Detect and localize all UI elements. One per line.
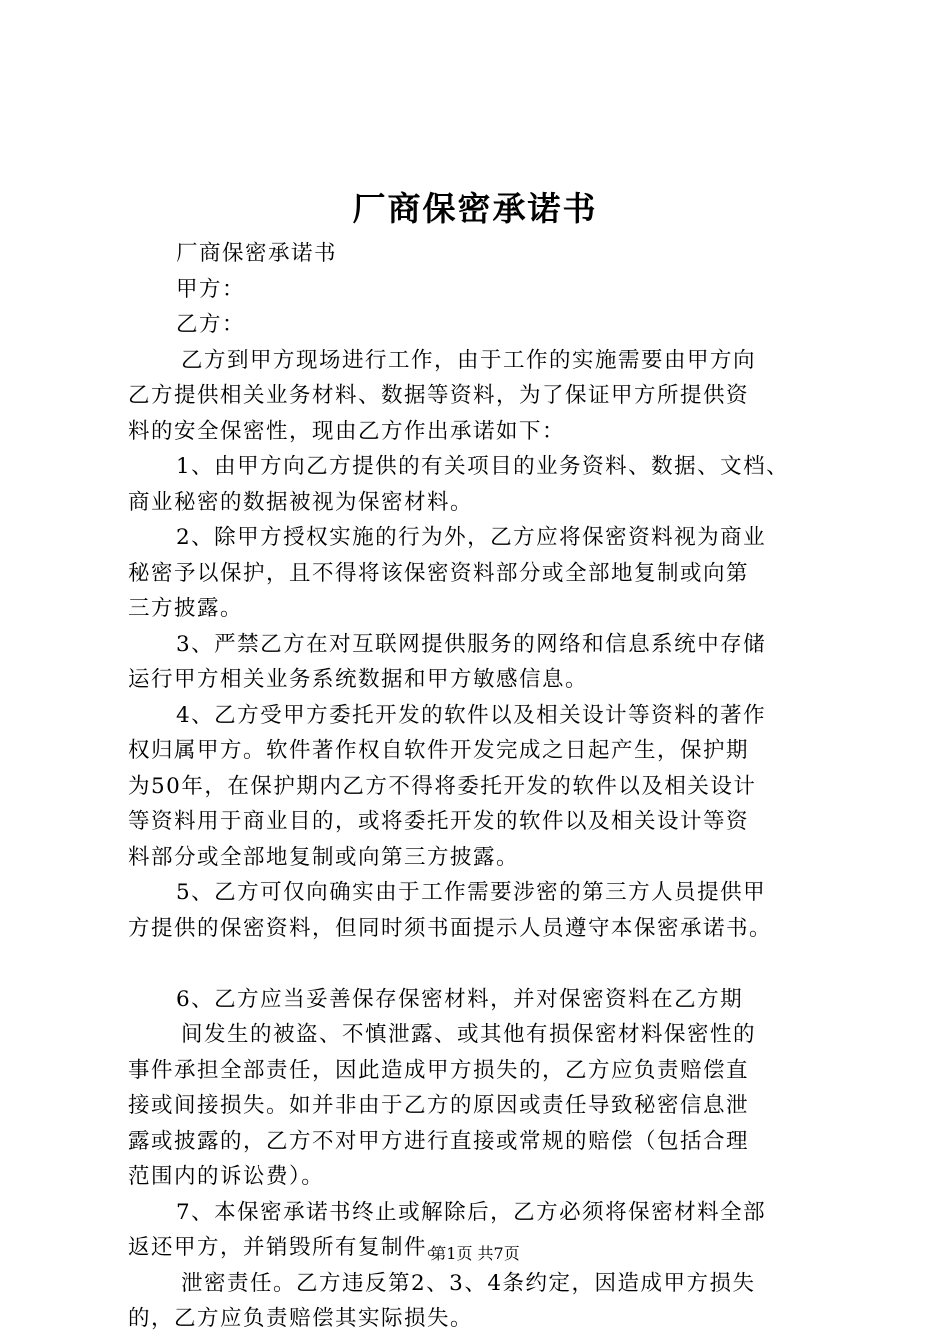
liability-line: 泄密责任。乙方违反第2、3、4条约定，因造成甲方损失 [181,1270,756,1296]
body-line: 料的安全保密性，现由乙方作出承诺如下： [128,418,566,444]
clause-5-line: 5、乙方可仅向确实由于工作需要涉密的第三方人员提供甲 [176,880,767,905]
clause-6-line: 6、乙方应当妥善保存保密材料，并对保密资料在乙方期 [176,986,744,1012]
page-number-footer: 第1页 共7页 [430,1244,520,1263]
clause-3-line: 3、严禁乙方在对互联网提供服务的网络和信息系统中存储 [176,631,767,657]
clause-6-line: 露或披露的，乙方不对甲方进行直接或常规的赔偿（包括合理 [128,1128,750,1154]
clause-3-line: 运行甲方相关业务系统数据和甲方敏感信息。 [128,667,589,692]
clause-1-line: 1、由甲方向乙方提供的有关项目的业务资料、数据、文档、 [176,454,790,479]
document-body [128,236,843,1337]
clause-7-line: 返还甲方，并销毁所有复制件。 [128,1235,451,1260]
party-b-label: 乙方： [176,312,246,337]
clause-6-line: 事件承担全部责任，因此造成甲方损失的，乙方应负责赔偿直 [128,1057,750,1083]
clause-6-line: 间发生的被盗、不慎泄露、或其他有损保密材料保密性的 [181,1022,757,1047]
body-line: 乙方到甲方现场进行工作，由于工作的实施需要由甲方向 [181,347,757,373]
clause-6-line: 范围内的诉讼费）。 [128,1164,325,1189]
liability-line: 的，乙方应负责赔偿其实际损失。 [128,1306,474,1331]
clause-5-line: 方提供的保密资料，但同时须书面提示人员遵守本保密承诺书。 [128,915,773,941]
clause-6-line: 接或间接损失。如并非由于乙方的原因或责任导致秘密信息泄 [128,1093,750,1118]
clause-4-line: 4、乙方受甲方委托开发的软件以及相关设计等资料的著作 [176,702,767,728]
clause-1-line: 商业秘密的数据被视为保密材料。 [128,489,474,515]
blank-line [128,946,843,982]
clause-2-line: 秘密予以保护，且不得将该保密资料部分或全部地复制或向第 [128,560,750,586]
document-title: 厂商保密承诺书 [352,189,598,228]
clause-2-line: 三方披露。 [128,596,244,621]
clause-4-line: 为50年，在保护期内乙方不得将委托开发的软件以及相关设计 [128,773,757,799]
clause-4-line: 料部分或全部地复制或向第三方披露。 [128,844,520,870]
party-a-label: 甲方： [176,276,246,302]
body-line: 乙方提供相关业务材料、数据等资料，为了保证甲方所提供资 [128,383,750,408]
clause-4-line: 等资料用于商业目的，或将委托开发的软件以及相关设计等资 [128,809,750,834]
clause-4-line: 权归属甲方。软件著作权自软件开发完成之日起产生，保护期 [128,738,750,763]
clause-7-line: 7、本保密承诺书终止或解除后，乙方必须将保密材料全部 [176,1199,767,1225]
clause-2-line: 2、除甲方授权实施的行为外，乙方应将保密资料视为商业 [176,525,767,550]
body-line: 厂商保密承诺书 [176,241,338,266]
